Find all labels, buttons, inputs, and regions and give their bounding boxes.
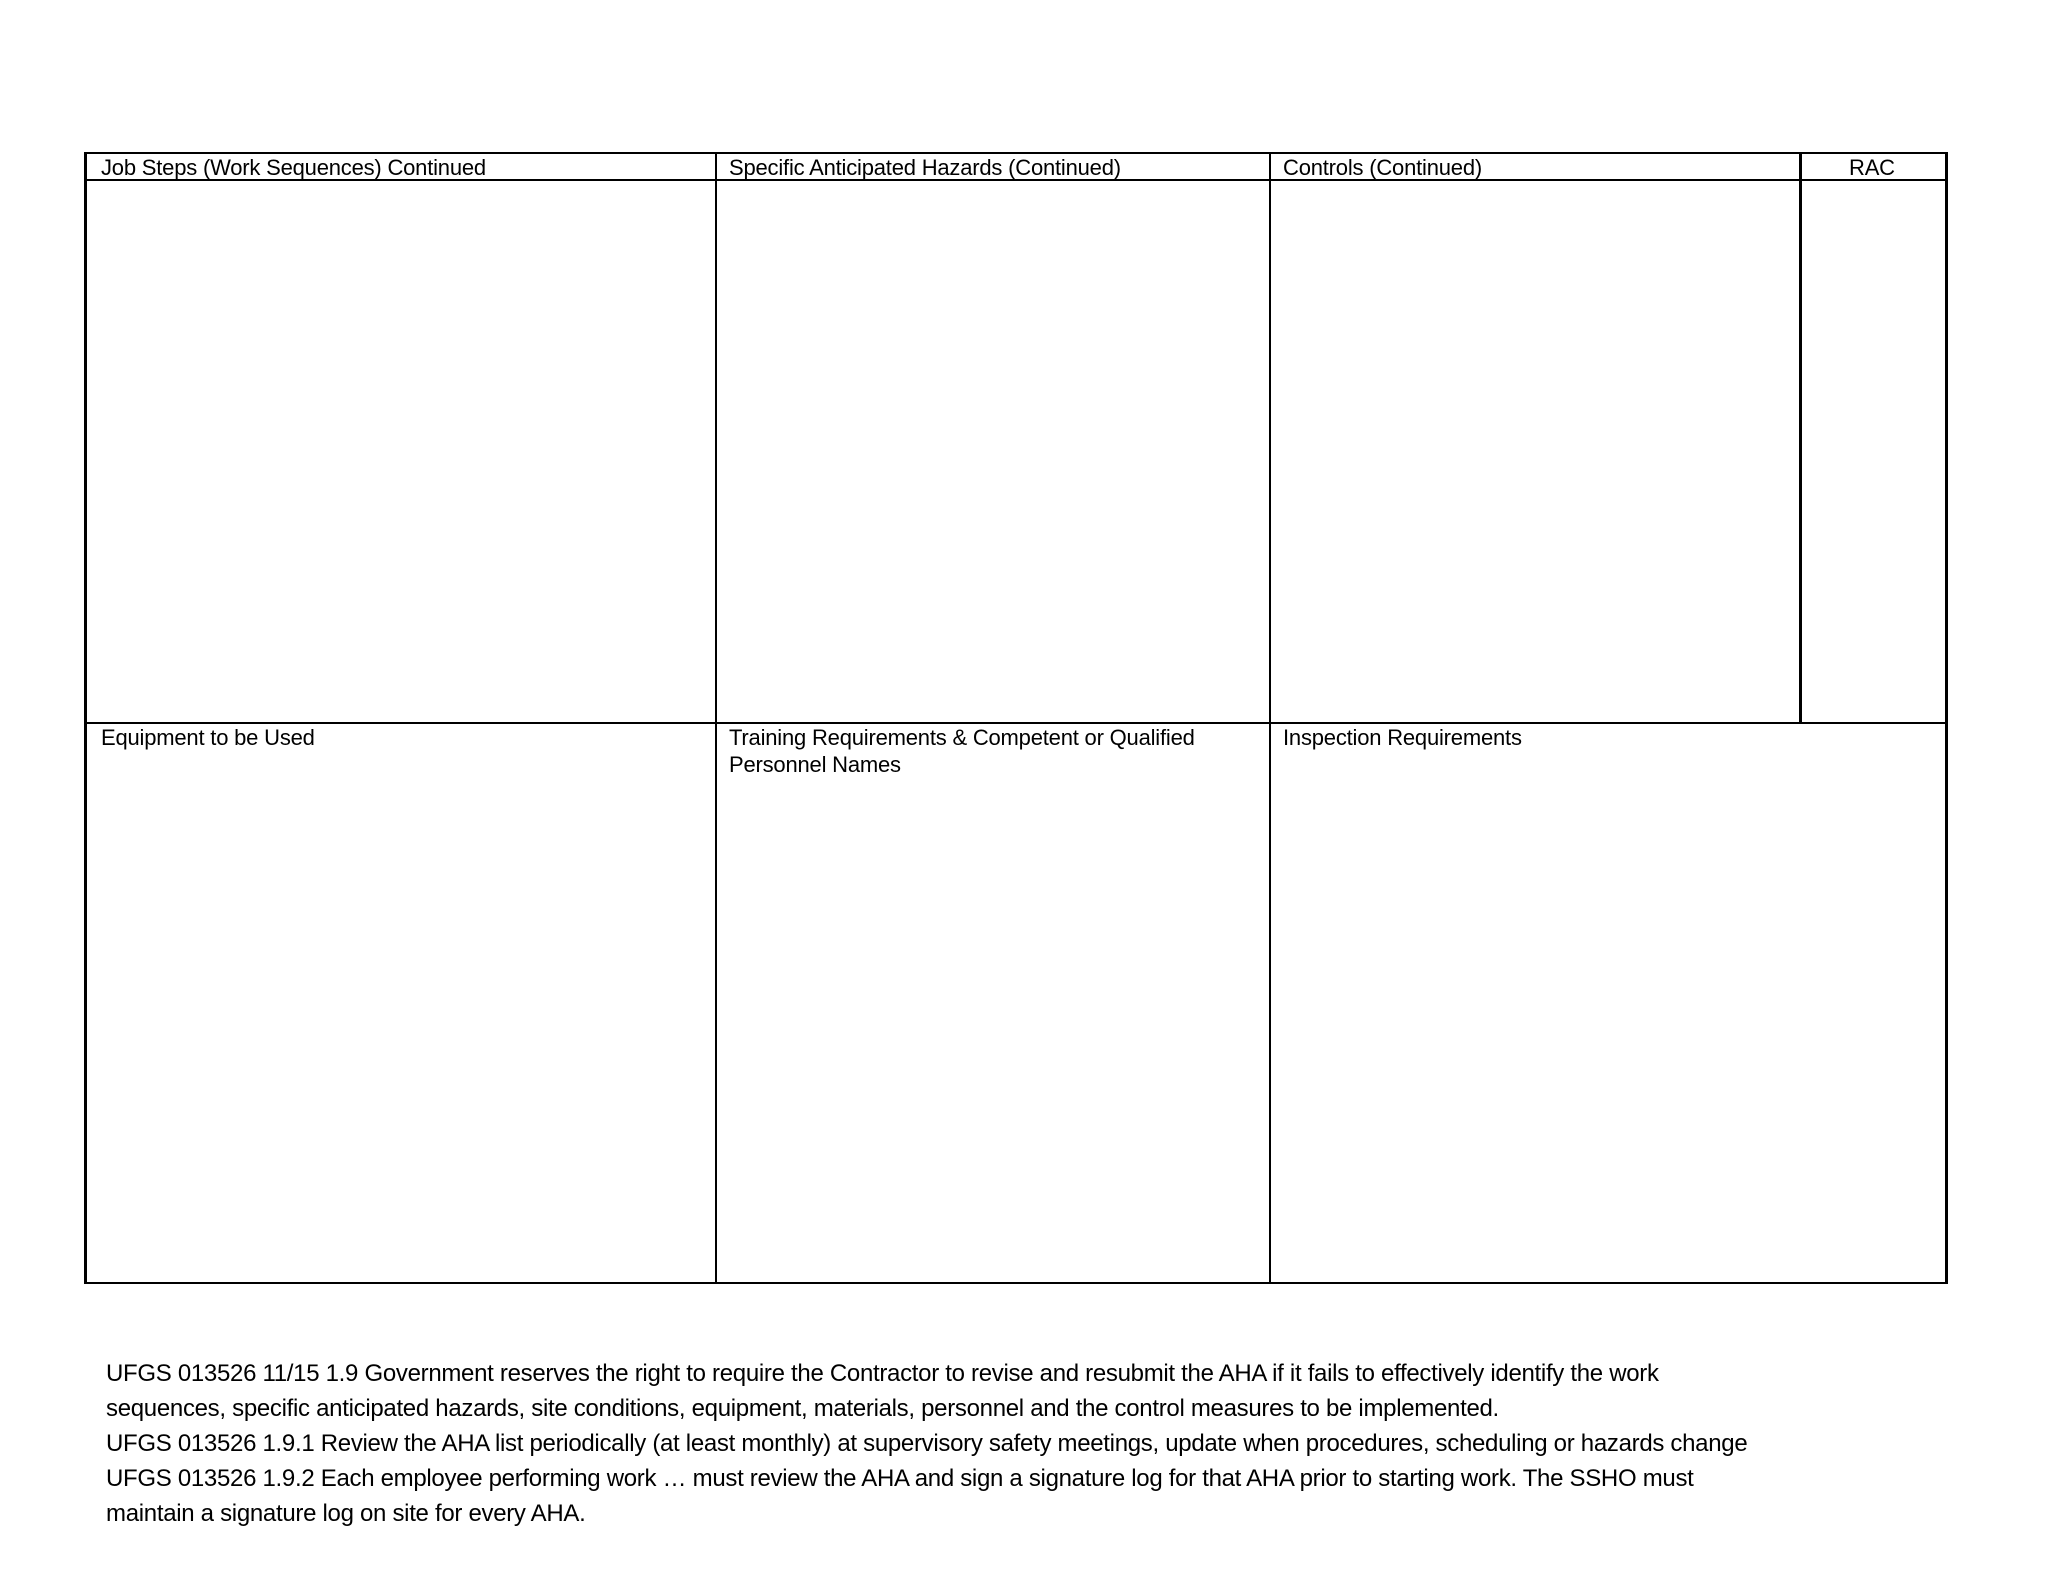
equipment-label: Equipment to be Used — [101, 725, 315, 750]
controls-header: Controls (Continued) — [1283, 155, 1482, 180]
note-line-1: UFGS 013526 11/15 1.9 Government reserves the right to require the Contractor to revise and resubmit the AHA if it fails to effectively identify the work — [106, 1360, 1659, 1387]
note-line-5: maintain a signature log on site for every AHA. — [106, 1500, 586, 1527]
hazards-header: Specific Anticipated Hazards (Continued) — [729, 155, 1121, 180]
note-line-3: UFGS 013526 1.9.1 Review the AHA list periodically (at least monthly) at supervisory safety meetings, update when procedures, scheduling or hazards change — [106, 1430, 1748, 1457]
rac-header: RAC — [1849, 155, 1895, 180]
column-divider-1 — [715, 154, 717, 1282]
column-divider-rac-right — [1947, 154, 1948, 180]
column-divider-2 — [1269, 154, 1271, 1282]
ufgs-notes — [106, 1356, 2006, 1531]
job-steps-header: Job Steps (Work Sequences) Continued — [101, 155, 486, 180]
note-line-2: sequences, specific anticipated hazards, site conditions, equipment, materials, personnel and the control measures to be implemented. — [106, 1395, 1499, 1422]
aha-form-table — [84, 152, 1948, 1284]
note-line-4: UFGS 013526 1.9.2 Each employee performing work … must review the AHA and sign a signature log for that AHA prior to starting work. The SSHO must — [106, 1465, 1694, 1492]
training-label: Training Requirements & Competent or Qualified Personnel Names — [729, 725, 1195, 777]
inspection-label: Inspection Requirements — [1283, 725, 1522, 750]
column-divider-rac — [1799, 154, 1802, 722]
